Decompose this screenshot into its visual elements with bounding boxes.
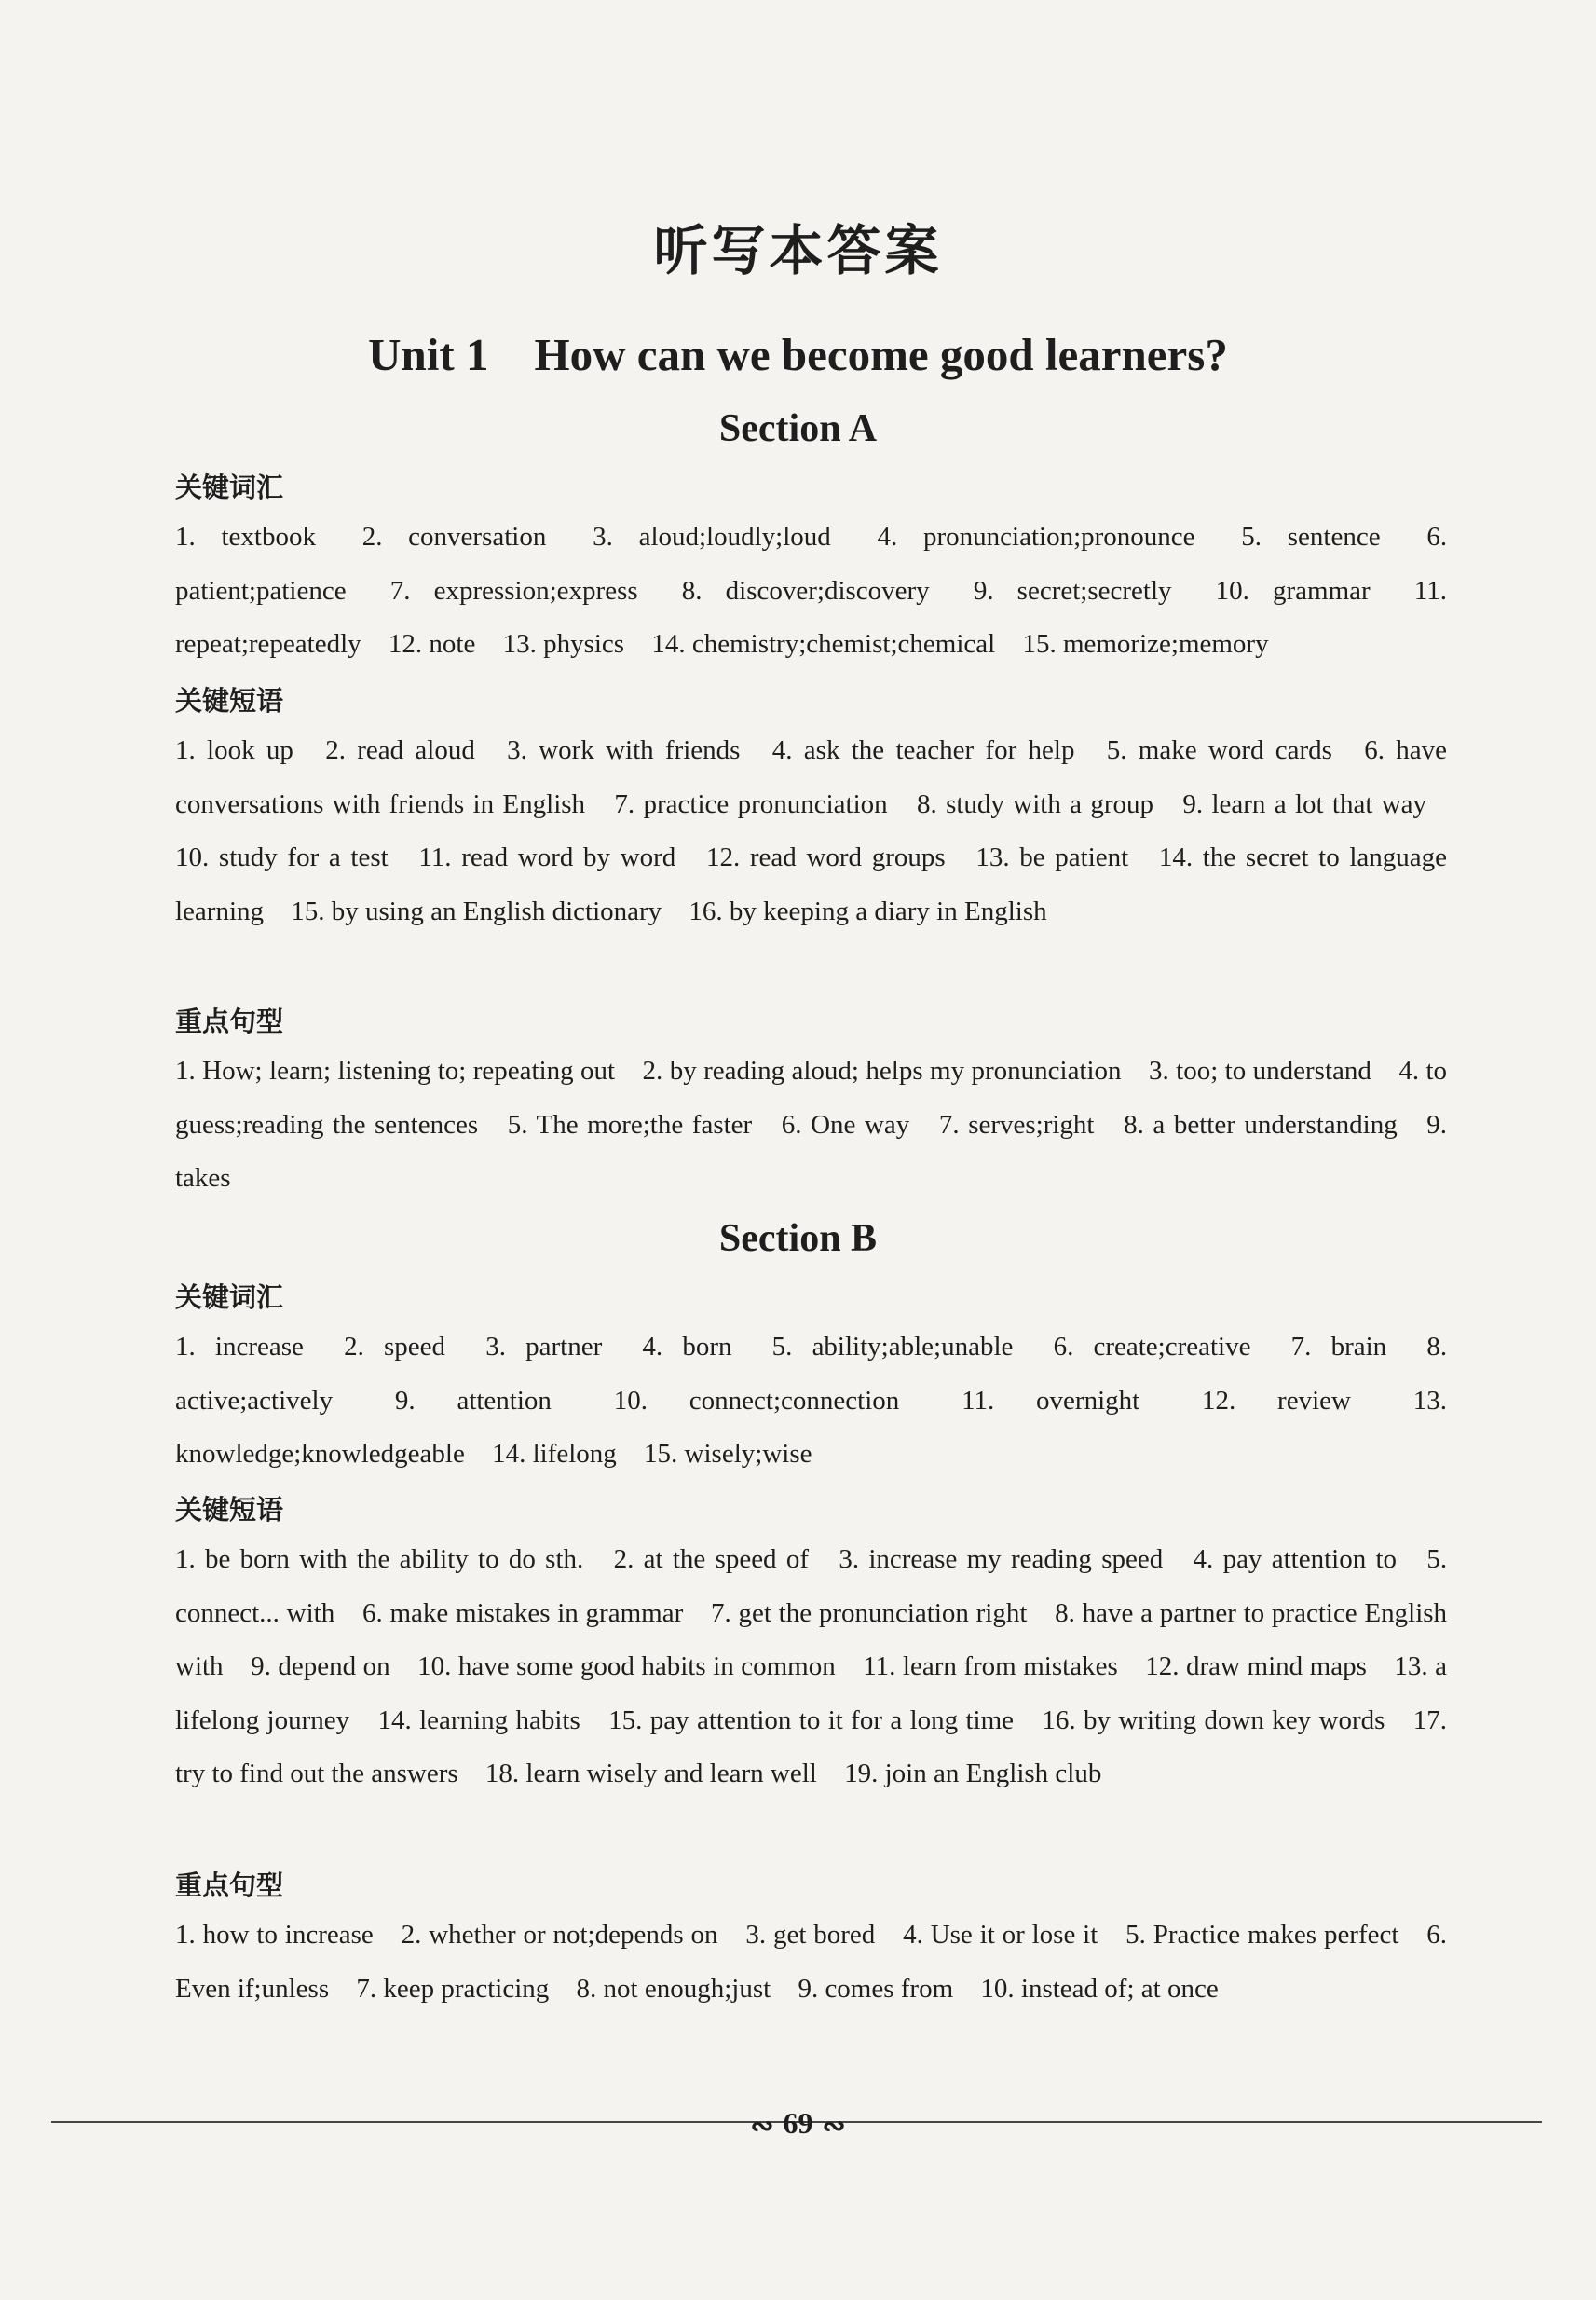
answer-item: 9. attention	[394, 1385, 552, 1416]
answer-item: 13. a lifelong journey	[175, 1651, 1448, 1735]
swirl-right-icon: ∾	[822, 2111, 846, 2143]
answer-item: 13. knowledge;knowledgeable	[175, 1385, 1448, 1469]
page-number: 69	[783, 2106, 813, 2140]
answer-item: 9. depend on	[251, 1651, 390, 1681]
answer-item: 16. by writing down key words	[1042, 1704, 1385, 1735]
section-heading: 重点句型	[175, 1006, 284, 1037]
answer-item: 5. connect... with	[175, 1544, 1448, 1628]
answer-list	[175, 1045, 1447, 1206]
answer-item: 2. speed	[344, 1332, 446, 1362]
answer-item: 18. learn wisely and learn well	[484, 1759, 817, 1788]
unit-title	[0, 328, 1596, 381]
answer-item: 5. sentence	[1241, 522, 1381, 552]
answer-item: 7. serves;right	[938, 1109, 1095, 1140]
answer-item: 11. read word by word	[418, 842, 676, 872]
answer-list	[175, 1533, 1447, 1801]
section-heading: 关键词汇	[175, 472, 284, 503]
answer-item: 8. discover;discovery	[681, 575, 930, 606]
unit-question: How can we become good learners?	[534, 329, 1228, 380]
answer-item: 4. pay attention to	[1193, 1544, 1398, 1574]
answer-item: 1. increase	[175, 1332, 304, 1362]
answer-item: 16. by keeping a diary in English	[689, 896, 1047, 926]
answer-list	[175, 511, 1447, 672]
answer-item: 7. expression;express	[389, 575, 638, 606]
answer-item: 9. learn a lot that way	[1182, 788, 1427, 819]
page-title: 听写本答案	[653, 219, 943, 282]
section-heading: 重点句型	[175, 1869, 284, 1901]
answer-item: 6. create;creative	[1053, 1332, 1251, 1362]
section-a-key-vocabulary	[175, 464, 1447, 672]
section-b-key-sentences	[175, 1862, 1447, 2016]
answer-item: 3. partner	[485, 1332, 603, 1362]
answer-item: 2. read aloud	[325, 735, 475, 765]
answer-item: 12. review	[1202, 1385, 1351, 1416]
answer-item: 7. practice pronunciation	[614, 788, 888, 819]
answer-item: 8. not enough;just	[576, 1973, 771, 2004]
section-b-key-phrases	[175, 1486, 1447, 1801]
answer-item: 15. by using an English dictionary	[291, 896, 662, 926]
answer-item: 5. make word cards	[1106, 735, 1332, 765]
answer-item: 12. read word groups	[705, 842, 946, 872]
answer-item: 6. have conversations with friends in English	[175, 735, 1448, 819]
answer-item: 17. try to find out the answers	[175, 1704, 1447, 1788]
answer-item: 10. have some good habits in common	[417, 1651, 836, 1681]
answer-item: 12. draw mind maps	[1145, 1651, 1367, 1681]
answer-item: 3. increase my reading speed	[839, 1544, 1164, 1574]
answer-item: 5. The more;the faster	[507, 1109, 753, 1140]
answer-item: 4. born	[642, 1332, 732, 1362]
answer-item: 2. conversation	[361, 522, 547, 552]
section-a-key-sentences	[175, 998, 1447, 1206]
page-number-area	[0, 2106, 1596, 2143]
answer-item: 6. make mistakes in grammar	[361, 1597, 684, 1628]
section-b-title: Section B	[718, 1217, 878, 1260]
answer-item: 10. instead of; at once	[980, 1973, 1219, 2004]
answer-item: 11. overnight	[962, 1385, 1140, 1416]
section-heading: 关键短语	[175, 685, 284, 717]
answer-item: 11. repeat;repeatedly	[175, 575, 1448, 659]
answer-item: 1. look up	[175, 735, 293, 765]
answer-item: 6. One way	[781, 1109, 910, 1140]
answer-item: 15. memorize;memory	[1022, 629, 1269, 659]
answer-item: 3. too; to understand	[1148, 1056, 1371, 1086]
answer-item: 11. learn from mistakes	[863, 1651, 1118, 1681]
answer-item: 6. Even if;unless	[175, 1920, 1448, 2004]
answer-item: 14. chemistry;chemist;chemical	[651, 629, 996, 659]
answer-item: 6. patient;patience	[175, 522, 1448, 606]
answer-list	[175, 724, 1447, 938]
answer-item: 8. active;actively	[175, 1332, 1448, 1416]
section-heading: 关键词汇	[175, 1281, 284, 1313]
answer-item: 4. Use it or lose it	[903, 1920, 1098, 1950]
answer-item: 1. how to increase	[175, 1920, 374, 1950]
answer-item: 8. have a partner to practice English with	[175, 1597, 1448, 1681]
answer-item: 7. brain	[1290, 1332, 1387, 1362]
answer-item: 15. pay attention to it for a long time	[608, 1704, 1015, 1735]
answer-item: 15. wisely;wise	[644, 1439, 812, 1469]
answer-item: 4. to guess;reading the sentences	[175, 1056, 1448, 1140]
answer-item: 14. lifelong	[492, 1439, 617, 1469]
section-b-key-vocabulary	[175, 1274, 1447, 1482]
answer-item: 14. learning habits	[377, 1704, 580, 1735]
answer-item: 5. Practice makes perfect	[1125, 1920, 1399, 1950]
answer-item: 1. be born with the ability to do sth.	[175, 1544, 584, 1574]
section-a-title: Section A	[718, 407, 878, 450]
answer-item: 3. get bored	[745, 1920, 876, 1950]
answer-item: 12. note	[388, 629, 476, 659]
answer-item: 7. keep practicing	[356, 1973, 550, 2004]
answer-item: 2. by reading aloud; helps my pronunciation	[642, 1056, 1122, 1086]
answer-item: 14. the secret to language learning	[175, 842, 1448, 926]
answer-item: 8. a better understanding	[1124, 1109, 1398, 1140]
answer-item: 4. ask the teacher for help	[771, 735, 1075, 765]
answer-item: 8. study with a group	[917, 788, 1154, 819]
answer-item: 4. pronunciation;pronounce	[877, 522, 1195, 552]
answer-item: 2. at the speed of	[613, 1544, 810, 1574]
answer-item: 1. How; learn; listening to; repeating out	[175, 1056, 616, 1086]
answer-item: 13. be patient	[975, 842, 1129, 872]
answer-item: 9. secret;secretly	[973, 575, 1172, 606]
answer-item: 3. work with friends	[507, 735, 741, 765]
section-heading: 关键短语	[175, 1494, 284, 1526]
answer-item: 9. comes from	[798, 1973, 954, 2004]
section-a-key-phrases	[175, 678, 1447, 938]
answer-item: 5. ability;able;unable	[771, 1332, 1014, 1362]
answer-item: 10. connect;connection	[613, 1385, 900, 1416]
answer-item: 10. study for a test	[175, 842, 389, 872]
answer-list	[175, 1321, 1447, 1482]
answer-item: 3. aloud;loudly;loud	[593, 522, 831, 552]
answer-item: 19. join an English club	[844, 1759, 1102, 1788]
answer-item: 1. textbook	[175, 522, 316, 552]
unit-label: Unit 1	[368, 329, 489, 380]
answer-list	[175, 1909, 1447, 2016]
answer-item: 9. takes	[175, 1109, 1448, 1193]
swirl-left-icon: ∾	[750, 2111, 774, 2143]
answer-item: 10. grammar	[1215, 575, 1371, 606]
answer-item: 2. whether or not;depends on	[401, 1920, 718, 1950]
answer-item: 7. get the pronunciation right	[710, 1597, 1028, 1628]
answer-item: 13. physics	[502, 629, 625, 659]
